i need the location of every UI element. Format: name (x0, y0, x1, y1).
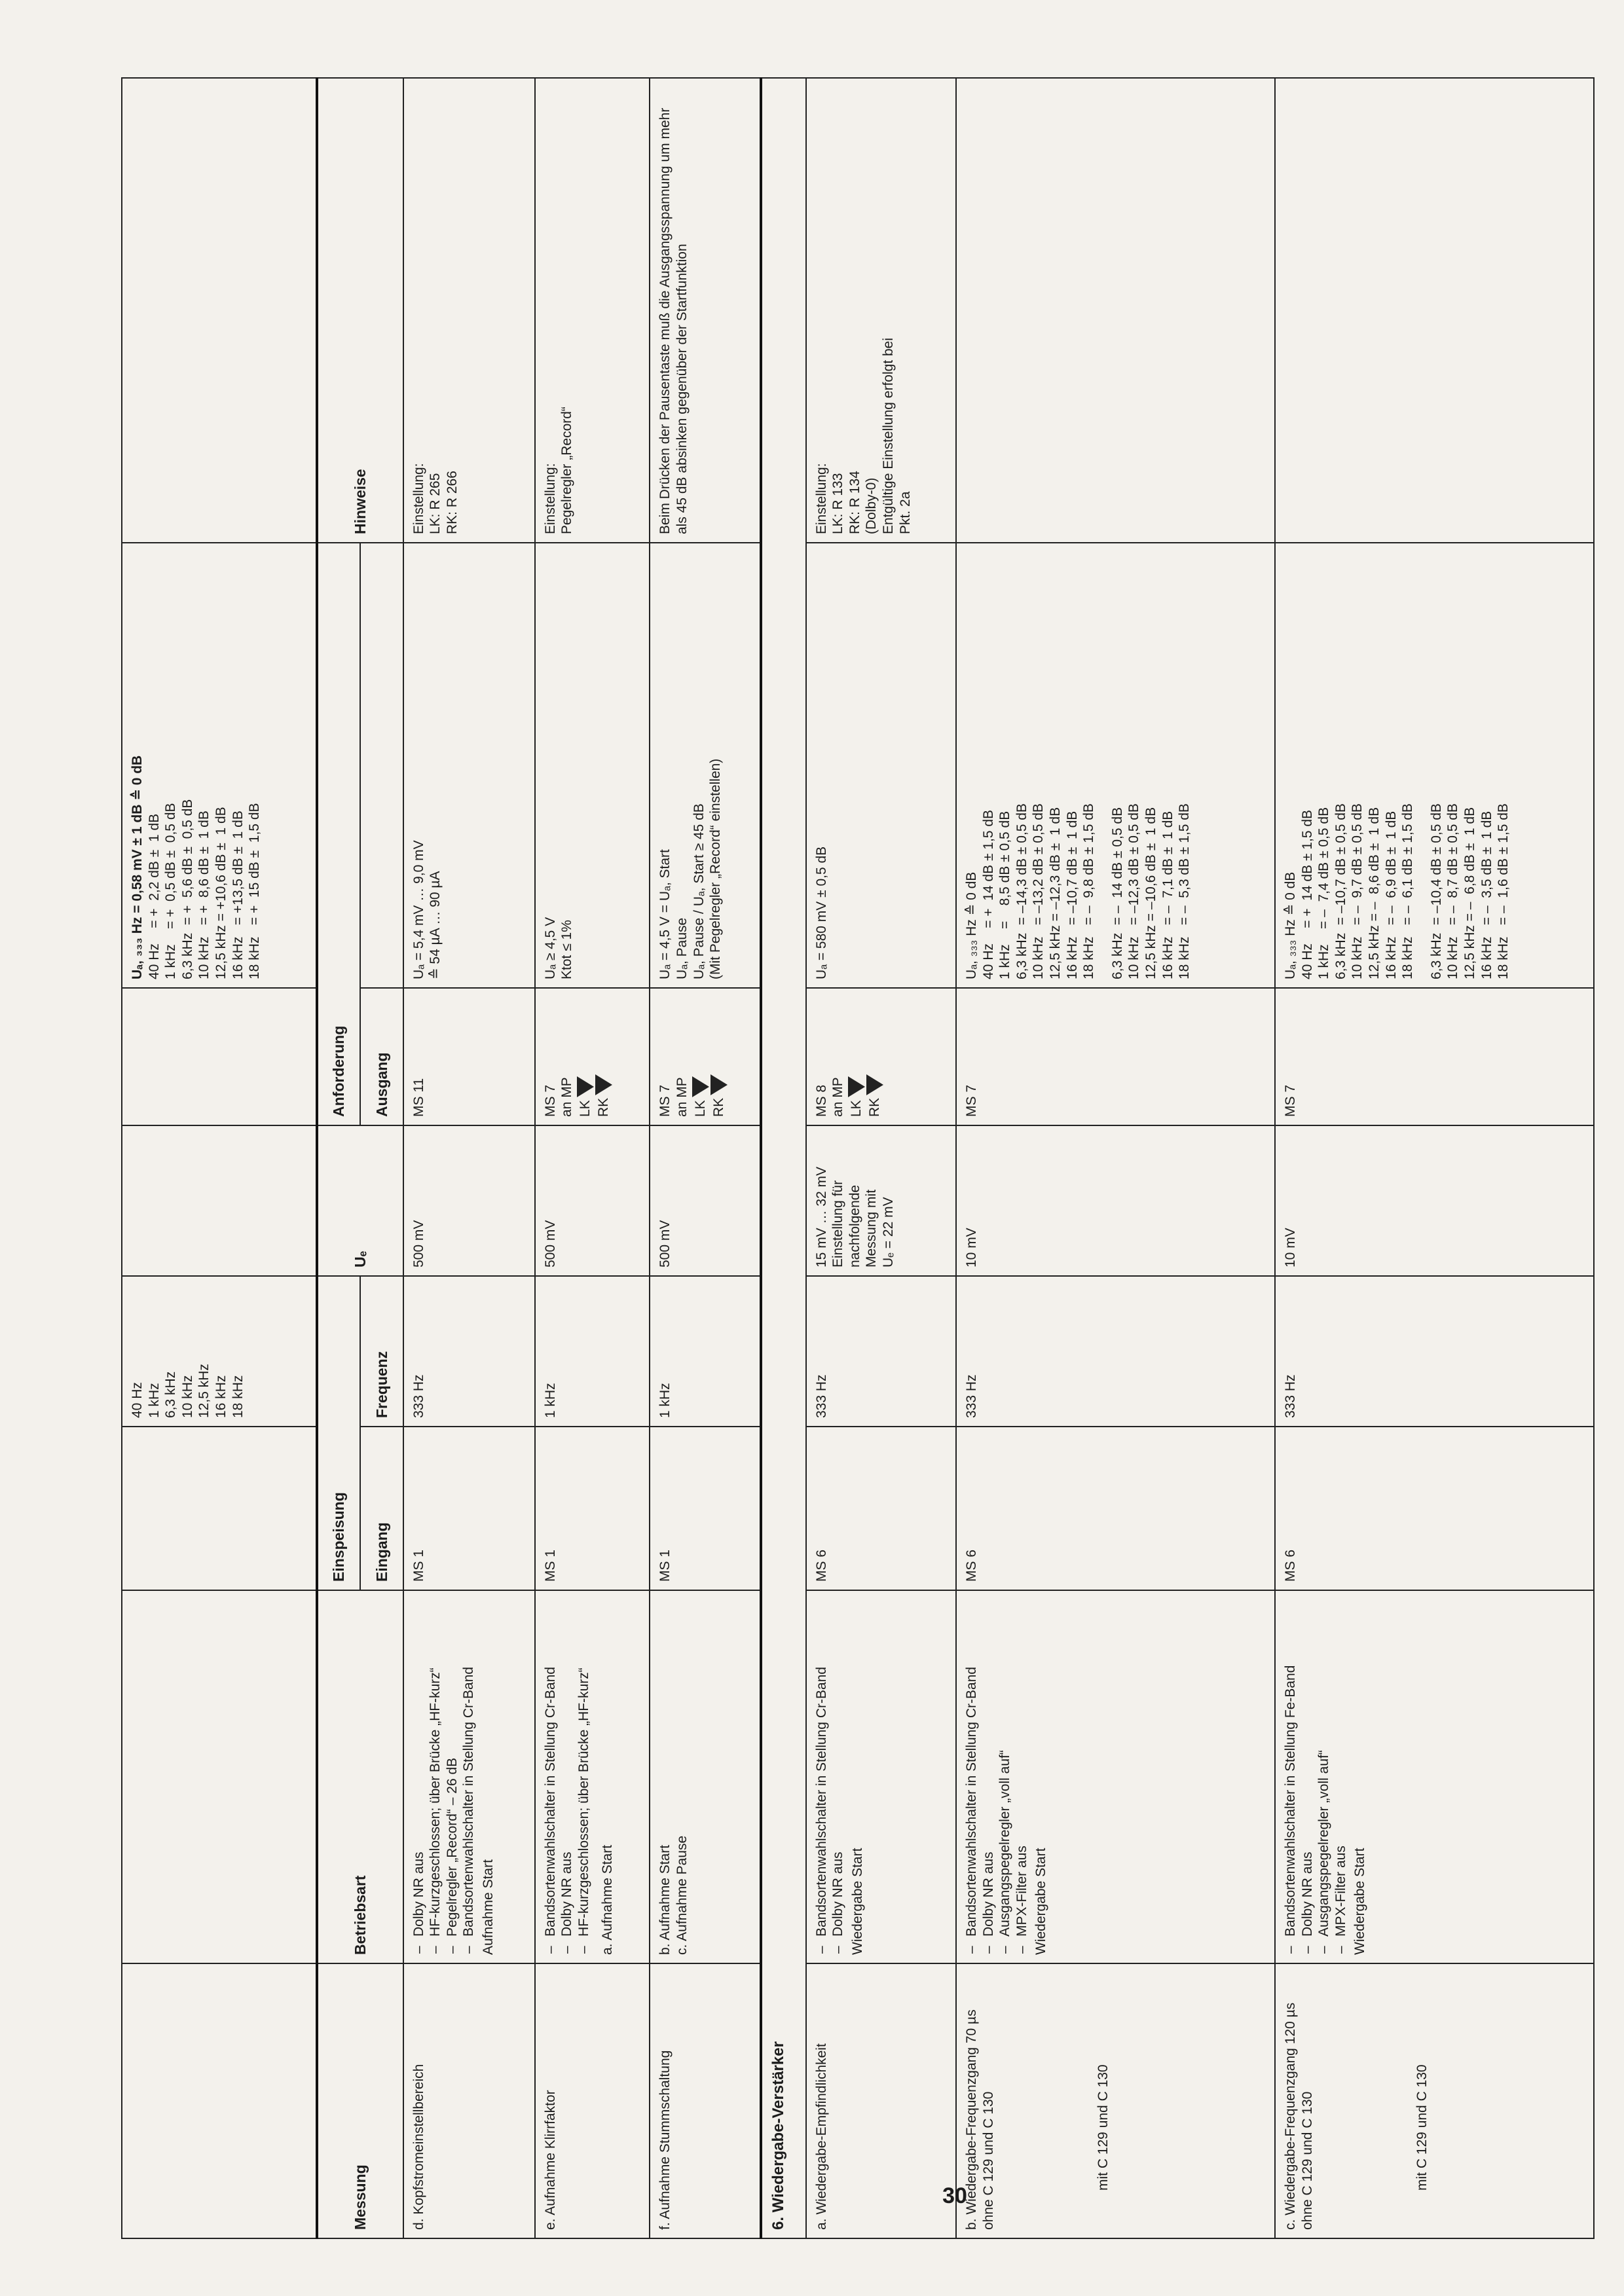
row-e-lk-label: LK (578, 1100, 593, 1117)
row-6a-step-2: – Dolby NR aus (830, 1599, 847, 1955)
row-e-step-3: – HF-kurzgeschlossen; über Brücke „HF-kurz“ (576, 1599, 593, 1955)
row-f-lk-label: LK (692, 1100, 708, 1117)
header-hinweise: Hinweise (317, 78, 403, 543)
cell-top-empty-2 (122, 1590, 317, 1963)
row-6a-step-1: – Bandsortenwahlschalter in Stellung Cr-Band (813, 1599, 830, 1955)
row-f-messung: f. Aufnahme Stummschaltung (650, 1963, 761, 2238)
row-e-ausgang (535, 988, 650, 1125)
header-anforderung: Anforderung (317, 543, 361, 1125)
row-f-hinweise: Beim Drücken der Pausentaste muß die Ausgangsspannung um mehr als 45 dB absinken gegenüber der Startfunktion (650, 78, 761, 543)
row-e-after: a. Aufnahme Start (599, 1844, 615, 1955)
top-reference-heading: Uₐ, ₃₃₃ Hz = 0,58 mV ± 1 dB ≙ 0 dB (130, 755, 145, 979)
row-6a-lk (848, 996, 865, 1117)
row-d-step-3: – Pegelregler „Record“ – 26 dB (444, 1599, 461, 1955)
row-6b-step-1: – Bandsortenwahlschalter in Stellung Cr-Band (963, 1599, 980, 1955)
row-6c-eingang: MS 6 (1275, 1427, 1594, 1590)
row-6c-step-2: – Dolby NR aus (1299, 1599, 1316, 1955)
row-6b-betriebsart (956, 1590, 1275, 1963)
row-6a-frequenz: 333 Hz (806, 1276, 956, 1427)
row-6c-anforderung-head: Uₐ, ₃₃₃ Hz ≙ 0 dB (1282, 871, 1298, 979)
row-e-ausgang-text: MS 7 an MP (542, 1077, 575, 1117)
table-row-e (535, 78, 650, 2238)
row-6a-ausgang-text: MS 8 an MP (813, 1077, 846, 1117)
row-d-step-2: – HF-kurzgeschlossen; über Brücke „HF-kurz“ (427, 1599, 444, 1955)
cell-top-empty-1 (122, 1963, 317, 2238)
header-einspeisung: Einspeisung (317, 1276, 361, 1590)
row-6c-ausgang: MS 7 (1275, 988, 1594, 1125)
row-6c-messung-title: c. Wiedergabe-Frequenzgang 120 µs ohne C 129 und C 130 (1282, 2002, 1315, 2230)
row-d-anforderung: Uₐ = 5,4 mV … 9,0 mV ≙ 54 µA … 90 µA (403, 543, 535, 988)
row-6b-eingang: MS 6 (956, 1427, 1275, 1590)
row-6a-betriebsart (806, 1590, 956, 1963)
row-6a-eingang: MS 6 (806, 1427, 956, 1590)
row-d-hinweise: Einstellung: LK: R 265 RK: R 266 (403, 78, 535, 543)
row-6c-hinweise (1275, 78, 1594, 543)
row-6b-values-1: 40 Hz = + 14 dB ± 1,5 dB 1 kHz = 8,5 dB ± 0,5 dB 6,3 kHz = –14,3 dB ± 0,5 dB 10 kHz = –13,2 dB ± 0,5 dB 12,5 kHz = –12,3 dB ± 1 dB 16 kHz = –10,7 dB ± 1 dB 18 kHz = – 9,8 dB ± 1,5 dB (980, 803, 1097, 979)
row-e-frequenz: 1 kHz (535, 1276, 650, 1427)
cell-top-freqs (122, 1276, 317, 1427)
header-ue: Uₑ (317, 1125, 403, 1276)
row-6b-messung (956, 1963, 1275, 2238)
row-6b-step-3: – Ausgangspegelregler „voll auf“ (997, 1599, 1014, 1955)
cell-top-empty-3 (122, 1427, 317, 1590)
row-6c-betriebsart (1275, 1590, 1594, 1963)
row-6b-anforderung-head: Uₐ, ₃₃₃ Hz ≙ 0 dB (963, 871, 979, 979)
header-anforderung-values (360, 543, 403, 988)
page-number: 30 (942, 2183, 967, 2208)
row-f-step-b: b. Aufnahme Start (657, 1844, 673, 1955)
row-e-eingang: MS 1 (535, 1427, 650, 1590)
row-6a-after: Wiedergabe Start (849, 1848, 865, 1955)
row-d-ue: 500 mV (403, 1125, 535, 1276)
row-6b-messung-2: mit C 129 und C 130 (1096, 2064, 1111, 2191)
row-f-anforderung-text: Uₐ = 4,5 V = Uₐ, Start Uₐ, Pause Uₐ, Pause / Uₐ, Start ≥ 45 dB (657, 803, 707, 979)
row-e-ue: 500 mV (535, 1125, 650, 1276)
table-row-6c (1275, 78, 1594, 2238)
row-d-step-4: – Bandsortenwahlschalter in Stellung Cr-Band (460, 1599, 477, 1955)
row-e-betriebsart (535, 1590, 650, 1963)
row-f-betriebsart (650, 1590, 761, 1963)
header-messung: Messung (317, 1963, 403, 2238)
row-e-hinweise: Einstellung: Pegelregler „Record“ (535, 78, 650, 543)
row-6b-after: Wiedergabe Start (1033, 1848, 1049, 1955)
row-6b-step-4: – MPX-Filter aus (1014, 1599, 1031, 1955)
header-row (317, 78, 361, 2238)
row-f-lk (692, 996, 709, 1117)
row-6c-anforderung (1275, 543, 1594, 988)
top-frequency-list: 40 Hz 1 kHz 6,3 kHz 10 kHz 12,5 kHz 16 kHz 18 kHz (130, 1364, 246, 1418)
row-d-eingang: MS 1 (403, 1427, 535, 1590)
table-row-f (650, 78, 761, 2238)
row-e-rk (595, 996, 612, 1117)
row-f-eingang: MS 1 (650, 1427, 761, 1590)
row-6b-messung-title: b. Wiedergabe-Frequenzgang 70 µs ohne C 129 und C 130 (963, 2009, 996, 2230)
row-6c-spacer (1316, 1972, 1414, 2230)
triangle-marker-icon (710, 1074, 728, 1095)
row-6c-after: Wiedergabe Start (1352, 1848, 1368, 1955)
row-6c-messung-2: mit C 129 und C 130 (1414, 2064, 1430, 2191)
row-6c-ue: 10 mV (1275, 1125, 1594, 1276)
row-6b-ue: 10 mV (956, 1125, 1275, 1276)
row-6c-values-1: 40 Hz = + 14 dB ± 1,5 dB 1 kHz = – 7,4 dB ± 0,5 dB 6,3 kHz = –10,7 dB ± 0,5 dB 10 kHz = – 9,7 dB ± 0,5 dB 12,5 kHz = – 8,6 dB ± 1 dB 16 kHz = – 6,9 dB ± 1 dB 18 kHz = – 6,1 dB ± 1,5 dB (1299, 803, 1416, 979)
section-6-title: 6. Wiedergabe-Verstärker (761, 78, 805, 2238)
row-6b-values-2: 6,3 kHz = – 14 dB ± 0,5 dB 10 kHz = –12,3 dB ± 0,5 dB 12,5 kHz = –10,6 dB ± 1 dB 16 kHz = – 7,1 dB ± 1 dB 18 kHz = – 5,3 dB ± 1,5 dB (1109, 803, 1192, 979)
row-d-step-1: – Dolby NR aus (411, 1599, 428, 1955)
row-6a-anforderung: Uₐ = 580 mV ± 0,5 dB (806, 543, 956, 988)
row-e-anforderung: Uₐ ≥ 4,5 V Ktot ≤ 1% (535, 543, 650, 988)
row-e-messung: e. Aufnahme Klirrfaktor (535, 1963, 650, 2238)
row-f-ausgang (650, 988, 761, 1125)
row-d-after: Aufnahme Start (481, 1859, 496, 1955)
section-6-row (761, 78, 805, 2238)
row-6a-ue: 15 mV … 32 mV Einstellung für nachfolgende Messung mit Uₑ = 22 mV (806, 1125, 956, 1276)
row-f-anforderung (650, 543, 761, 988)
rotated-spec-table (121, 79, 1595, 2239)
row-6a-rk-label: RK (866, 1097, 882, 1117)
row-6c-frequenz: 333 Hz (1275, 1276, 1594, 1427)
row-6a-messung: a. Wiedergabe-Empfindlichkeit (806, 1963, 956, 2238)
triangle-marker-icon (848, 1076, 865, 1097)
row-6a-rk (866, 996, 883, 1117)
triangle-marker-icon (692, 1076, 709, 1097)
measurement-table (121, 77, 1595, 2239)
row-f-rk (710, 996, 728, 1117)
row-6b-spacer (997, 1972, 1095, 2230)
row-d-messung: d. Kopfstromeinstellbereich (403, 1963, 535, 2238)
row-f-ue: 500 mV (650, 1125, 761, 1276)
cell-top-empty-5 (122, 988, 317, 1125)
row-d-betriebsart (403, 1590, 535, 1963)
row-6b-step-2: – Dolby NR aus (980, 1599, 997, 1955)
cell-top-empty-6 (122, 78, 317, 543)
row-f-anforderung-note: (Mit Pegelregler „Record“ einstellen) (708, 758, 724, 979)
row-6b-frequenz: 333 Hz (956, 1276, 1275, 1427)
cell-top-empty-4 (122, 1125, 317, 1276)
row-d-ausgang: MS 11 (403, 988, 535, 1125)
header-row-top (122, 78, 317, 2238)
header-betriebsart: Betriebsart (317, 1590, 403, 1963)
row-6c-step-3: – Ausgangspegelregler „voll auf“ (1316, 1599, 1333, 1955)
row-e-step-2: – Dolby NR aus (559, 1599, 576, 1955)
header-ausgang: Ausgang (360, 988, 403, 1125)
triangle-marker-icon (595, 1074, 612, 1095)
row-d-frequenz: 333 Hz (403, 1276, 535, 1427)
triangle-marker-icon (866, 1074, 883, 1095)
row-6c-values-2: 6,3 kHz = –10,4 dB ± 0,5 dB 10 kHz = – 8,7 dB ± 0,5 dB 12,5 kHz = – 6,8 dB ± 1 dB 16 kHz = – 3,5 dB ± 1 dB 18 kHz = – 1,6 dB ± 1,5 dB (1428, 803, 1511, 979)
row-6c-messung (1275, 1963, 1594, 2238)
header-eingang: Eingang (360, 1427, 403, 1590)
row-6b-anforderung (956, 543, 1275, 988)
row-f-rk-label: RK (710, 1097, 726, 1117)
row-6a-ausgang (806, 988, 956, 1125)
header-frequenz: Frequenz (360, 1276, 403, 1427)
row-6b-ausgang: MS 7 (956, 988, 1275, 1125)
table-row-6b (956, 78, 1275, 2238)
row-6c-step-4: – MPX-Filter aus (1333, 1599, 1350, 1955)
row-f-step-c: c. Aufnahme Pause (674, 1835, 690, 1955)
row-6a-lk-label: LK (848, 1100, 864, 1117)
table-row-d (403, 78, 535, 2238)
row-6a-hinweise: Einstellung: LK: R 133 RK: R 134 (Dolby-0) Entgültige Einstellung erfolgt bei Pkt. 2a (806, 78, 956, 543)
triangle-marker-icon (577, 1076, 594, 1097)
top-value-list: 40 Hz = + 2,2 dB ± 1 dB 1 kHz = + 0,5 dB ± 0,5 dB 6,3 kHz = + 5,6 dB ± 0,5 dB 10 kHz = + 8,6 dB ± 1 dB 12,5 kHz = +10,6 dB ± 1 dB 16 kHz = +13,5 dB ± 1 dB 18 kHz = + 15 dB ± 1,5 dB (146, 799, 263, 979)
row-e-step-1: – Bandsortenwahlschalter in Stellung Cr-Band (542, 1599, 559, 1955)
row-6c-step-1: – Bandsortenwahlschalter in Stellung Fe-Band (1282, 1599, 1299, 1955)
row-6b-hinweise (956, 78, 1275, 543)
row-e-lk (577, 996, 594, 1117)
table-row-6a (806, 78, 956, 2238)
row-f-ausgang-text: MS 7 an MP (657, 1077, 690, 1117)
row-f-frequenz: 1 kHz (650, 1276, 761, 1427)
cell-top-values (122, 543, 317, 988)
row-e-rk-label: RK (596, 1097, 612, 1117)
